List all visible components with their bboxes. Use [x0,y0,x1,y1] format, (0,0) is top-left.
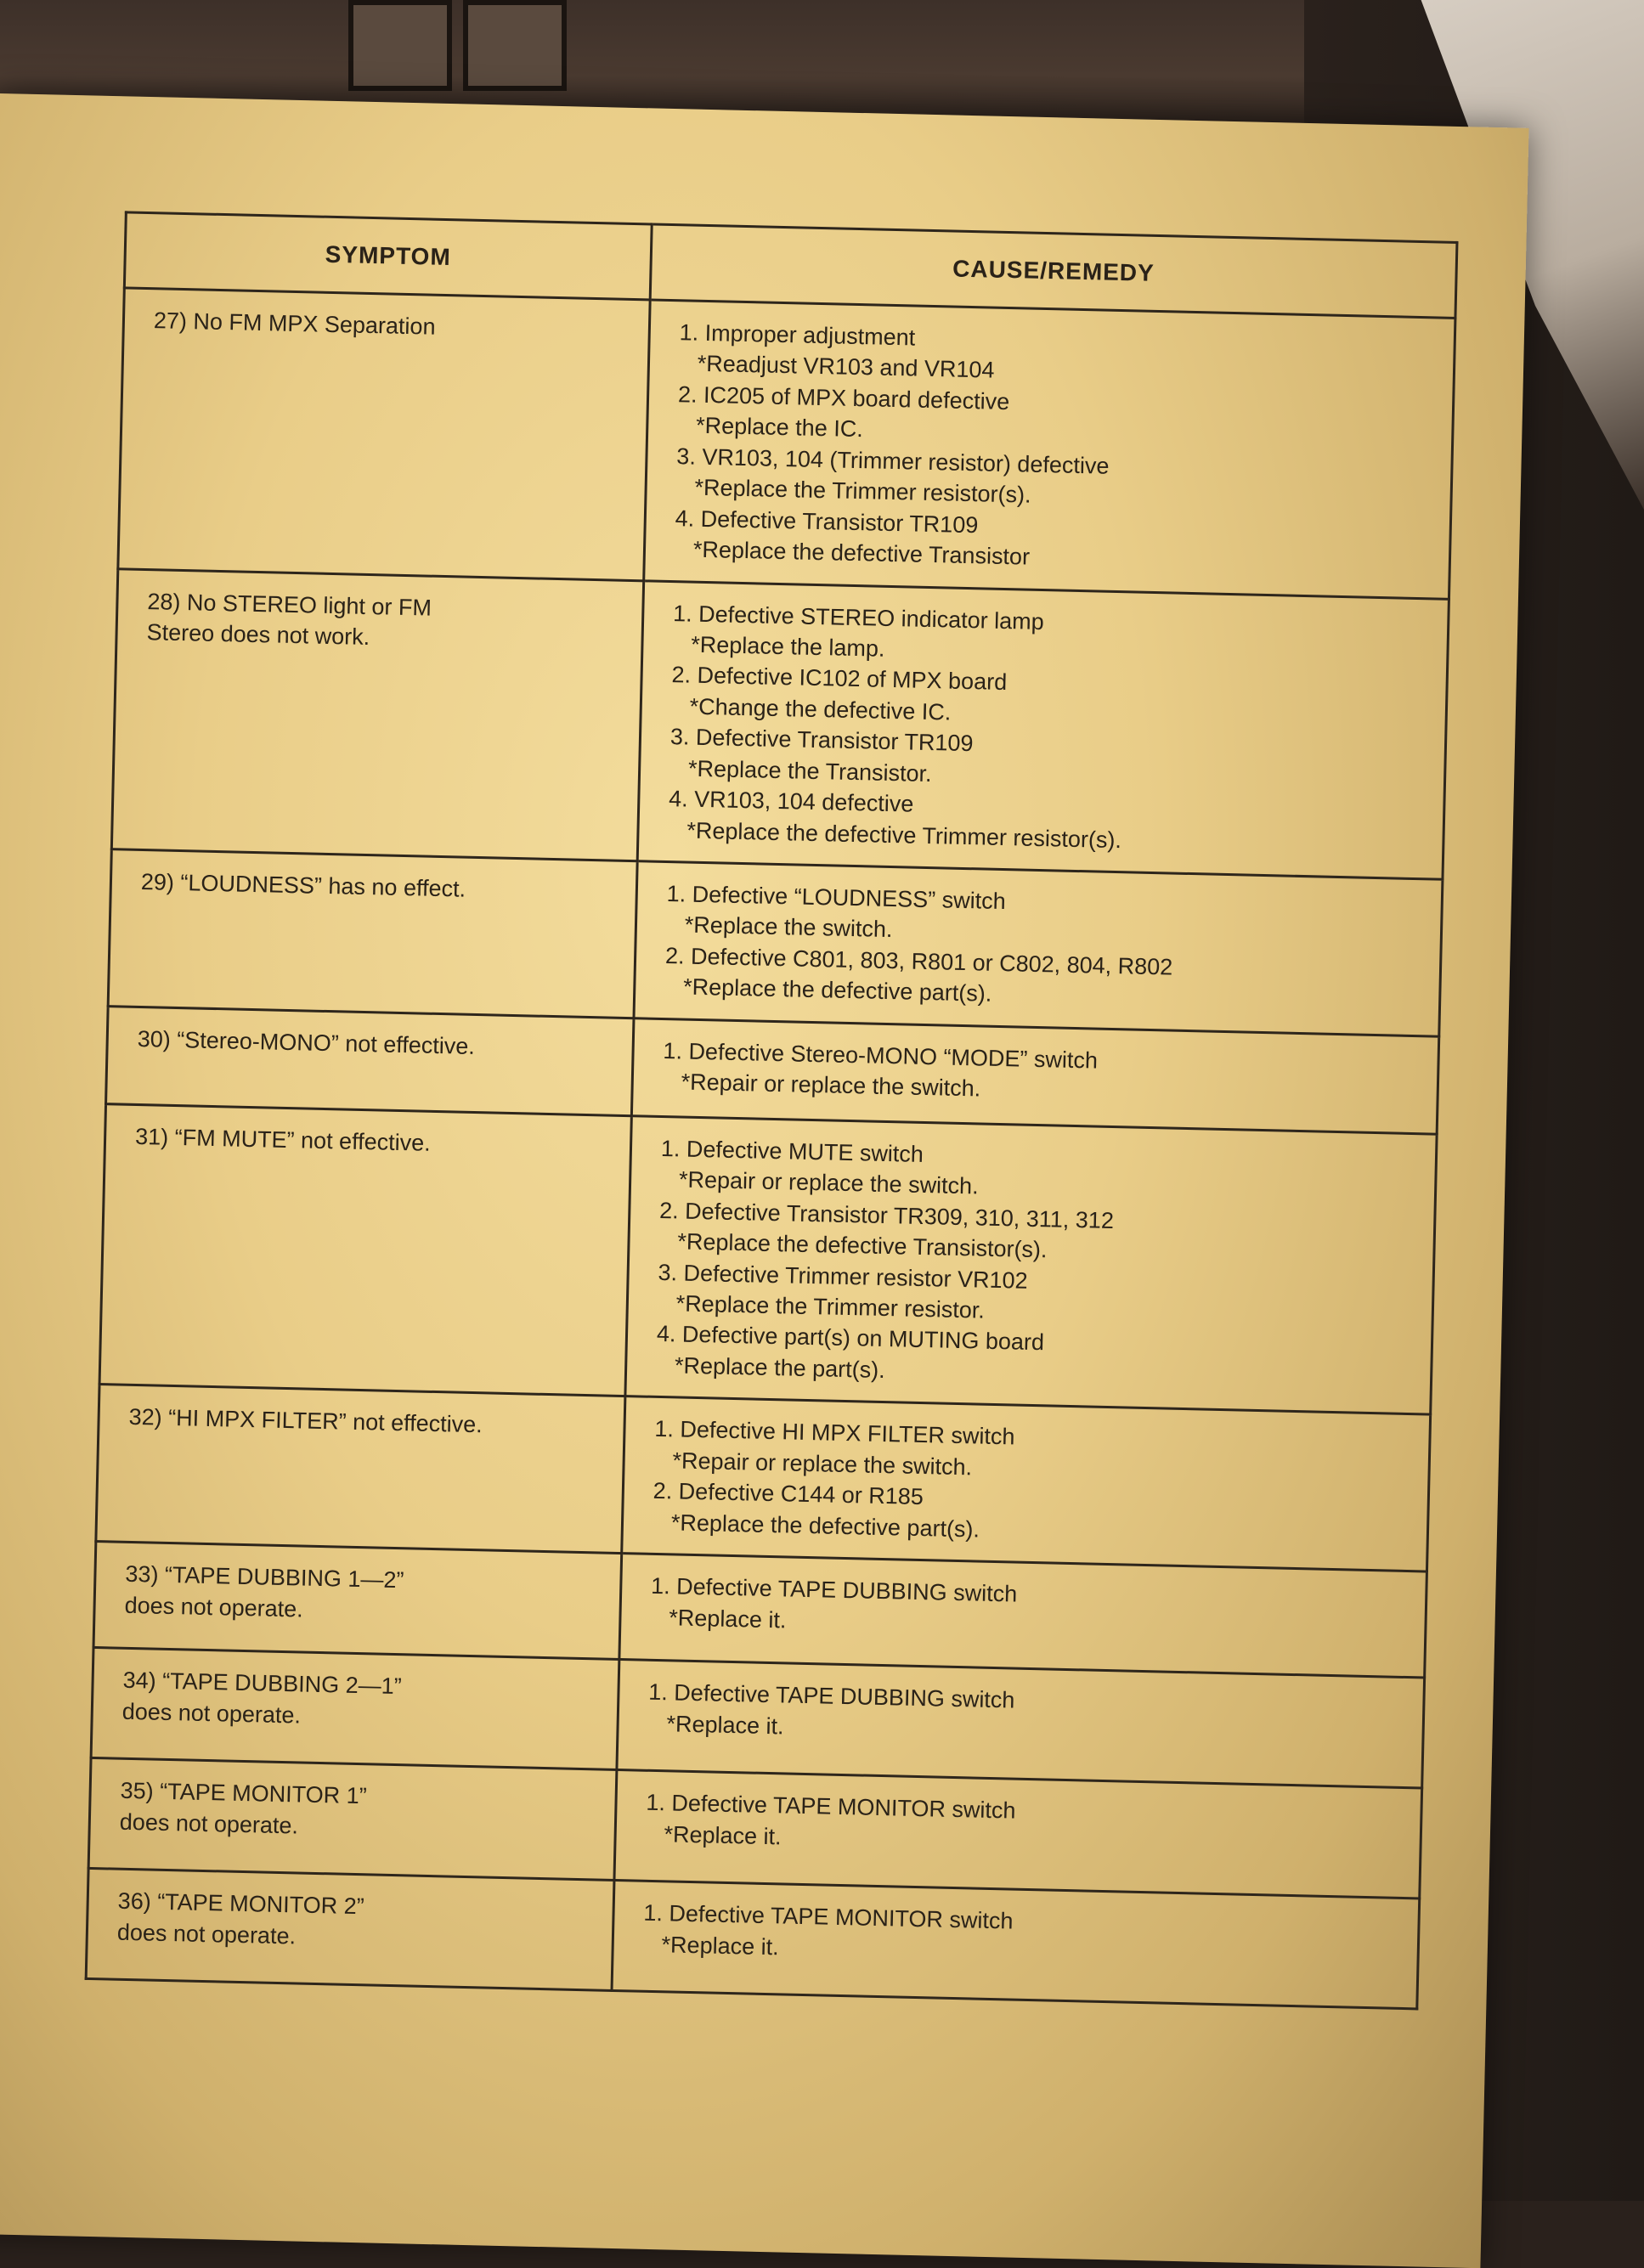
remedy-line: *Replace the Trimmer resistor. [675,1290,986,1323]
cause-remedy-cell [625,1115,1437,1414]
symptom-cell [93,1542,622,1660]
symptom-cell [106,1006,634,1115]
symptom-text: 34) “TAPE DUBBING 2—1” does not operate. [121,1667,402,1729]
cause-line: 2. Defective C144 or R185 [653,1477,924,1510]
cause-line: 1. Defective HI MPX FILTER switch [654,1416,1015,1450]
troubleshooting-sheet [85,211,1459,2010]
remedy-line: *Replace it. [666,1710,784,1740]
remedy-line: *Repair or replace the switch. [681,1069,981,1102]
table-row [108,849,1443,1036]
background-object [463,0,567,91]
symptom-cell [99,1103,631,1396]
remedy-line: *Replace the defective Transistor [692,536,1031,570]
cause-line: 1. Defective TAPE MONITOR switch [646,1790,1016,1824]
cause-remedy-cell [614,1770,1422,1898]
cause-remedy-cell [644,300,1455,599]
remedy-line: *Replace the IC. [695,413,864,443]
cause-line: 1. Improper adjustment [679,319,916,351]
remedy-line: *Readjust VR103 and VR104 [697,351,995,384]
remedy-line: *Change the defective IC. [689,693,952,725]
cause-remedy-column-header: CAUSE/REMEDY [650,224,1457,318]
cause-remedy-cell [612,1881,1420,2009]
table-row [96,1385,1431,1572]
cause-line: 1. Defective MUTE switch [660,1135,924,1167]
cause-line: 3. Defective Transistor TR109 [669,724,974,757]
symptom-text: 32) “HI MPX FILTER” not effective. [128,1404,483,1438]
symptom-cell [86,1869,614,1991]
cause-line: 1. Defective TAPE DUBBING switch [650,1573,1018,1607]
troubleshooting-table [85,211,1459,2010]
remedy-line: *Replace the defective part(s). [682,973,992,1007]
remedy-line: *Repair or replace the switch. [678,1166,979,1199]
symptom-text: 28) No STEREO light or FM Stereo does not work. [146,588,432,650]
symptom-column-header: SYMPTOM [124,212,652,300]
remedy-line: *Replace the part(s). [674,1352,886,1383]
cause-line: 3. VR103, 104 (Trimmer resistor) defective [676,443,1110,479]
cause-line: 1. Defective Stereo-MONO “MODE” switch [663,1037,1099,1074]
remedy-line: *Replace the defective Transistor(s). [677,1228,1048,1263]
symptom-cell [118,288,650,580]
remedy-line: *Replace the defective part(s). [670,1509,980,1543]
symptom-text: 27) No FM MPX Separation [153,307,436,340]
remedy-line: *Replace the Trimmer resistor(s). [694,474,1031,508]
cause-line: 4. VR103, 104 defective [668,786,914,817]
cause-remedy-cell [619,1554,1427,1678]
remedy-line: *Replace it. [661,1931,780,1961]
symptom-cell [108,849,637,1018]
symptom-text: 29) “LOUDNESS” has no effect. [140,869,466,902]
table-row [99,1103,1437,1414]
cause-line: 2. Defective IC102 of MPX board [671,662,1008,696]
cause-line: 2. Defective Transistor TR309, 310, 311, 312 [658,1197,1115,1233]
table-row [111,568,1449,879]
symptom-cell [88,1758,617,1881]
background-object [348,0,452,91]
symptom-cell [91,1648,619,1770]
symptom-text: 36) “TAPE MONITOR 2” does not operate. [116,1887,365,1949]
remedy-line: *Replace the switch. [684,911,893,943]
symptom-text: 30) “Stereo-MONO” not effective. [137,1025,476,1059]
cause-line: 1. Defective TAPE MONITOR switch [643,1899,1014,1934]
cause-line: 1. Defective TAPE DUBBING switch [648,1679,1015,1713]
cause-remedy-cell [637,580,1449,879]
symptom-cell [96,1385,625,1554]
remedy-line: *Replace it. [669,1605,787,1633]
symptom-text: 33) “TAPE DUBBING 1—2” does not operate. [124,1561,404,1622]
remedy-line: *Replace the lamp. [691,631,885,662]
cause-line: 1. Defective “LOUDNESS” switch [666,881,1007,915]
cause-line: 2. IC205 of MPX board defective [677,381,1010,415]
cause-remedy-cell [617,1660,1425,1788]
remedy-line: *Replace the Transistor. [687,755,932,787]
cause-line: 4. Defective Transistor TR109 [675,505,979,538]
cause-line: 2. Defective C801, 803, R801 or C802, 804, R802 [664,942,1173,980]
symptom-cell [111,568,643,860]
symptom-text: 31) “FM MUTE” not effective. [134,1123,432,1156]
cause-line: 3. Defective Trimmer resistor VR102 [658,1259,1028,1294]
cause-remedy-cell [622,1396,1431,1571]
symptom-text: 35) “TAPE MONITOR 1” does not operate. [119,1777,368,1839]
cause-remedy-cell [631,1018,1438,1133]
table-row [118,288,1455,599]
remedy-line: *Replace the defective Trimmer resistor(s). [686,817,1122,853]
cause-line: 4. Defective part(s) on MUTING board [656,1321,1045,1356]
manual-page [0,93,1529,2268]
remedy-line: *Replace it. [664,1820,782,1850]
cause-remedy-cell [634,861,1443,1036]
table-body [86,288,1455,2009]
remedy-line: *Repair or replace the switch. [672,1447,973,1481]
cause-line: 1. Defective STEREO indicator lamp [672,600,1045,635]
